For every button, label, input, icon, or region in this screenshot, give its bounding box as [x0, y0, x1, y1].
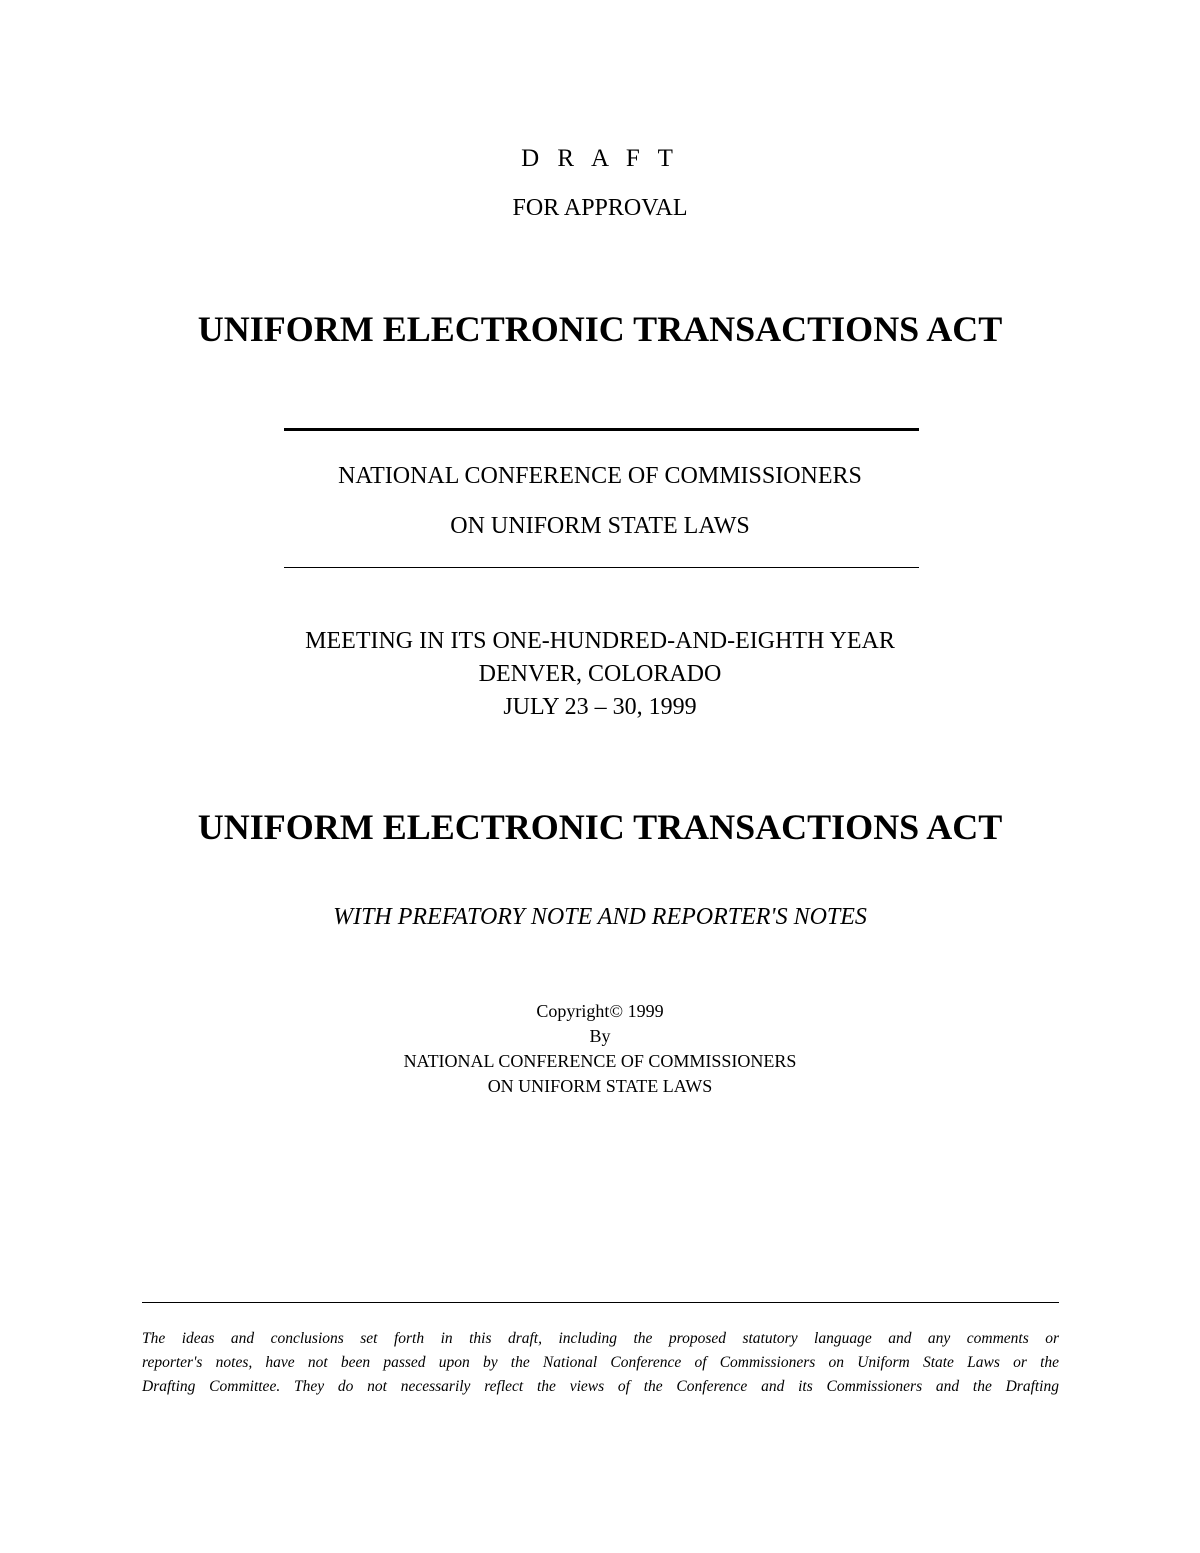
meeting-line-1: MEETING IN ITS ONE-HUNDRED-AND-EIGHTH YEAR [305, 628, 895, 654]
act-title: UNIFORM ELECTRONIC TRANSACTIONS ACT [197, 807, 1003, 847]
meeting-dates: JULY 23 – 30, 1999 [503, 694, 697, 720]
copyright-line: Copyright© 1999 [536, 1001, 664, 1021]
disclaimer-line: Drafting Committee. They do not necessarily reflect the views of the Conference and its Commissioners and the Drafting [142, 1378, 1059, 1395]
page-title: UNIFORM ELECTRONIC TRANSACTIONS ACT [197, 309, 1003, 349]
copyright-holder-line-1: NATIONAL CONFERENCE OF COMMISSIONERS [403, 1051, 797, 1071]
disclaimer-line: The ideas and conclusions set forth in this draft, including the proposed statutory language and any comments or [142, 1330, 1059, 1347]
footer-divider [142, 1302, 1059, 1303]
draft-label: D R A F T [521, 145, 679, 172]
organization-line-2: ON UNIFORM STATE LAWS [450, 513, 750, 539]
organization-line-1: NATIONAL CONFERENCE OF COMMISSIONERS [338, 463, 862, 489]
approval-label: FOR APPROVAL [512, 195, 688, 221]
copyright-by: By [589, 1026, 611, 1046]
copyright-holder-line-2: ON UNIFORM STATE LAWS [487, 1076, 713, 1096]
notes-subtitle: WITH PREFATORY NOTE AND REPORTER'S NOTES [333, 904, 867, 930]
divider-thick [284, 428, 919, 431]
divider-thin [284, 567, 919, 568]
meeting-location: DENVER, COLORADO [478, 661, 722, 687]
disclaimer-line: reporter's notes, have not been passed upon by the National Conference of Commissioners on Uniform State Laws or the [142, 1354, 1059, 1371]
